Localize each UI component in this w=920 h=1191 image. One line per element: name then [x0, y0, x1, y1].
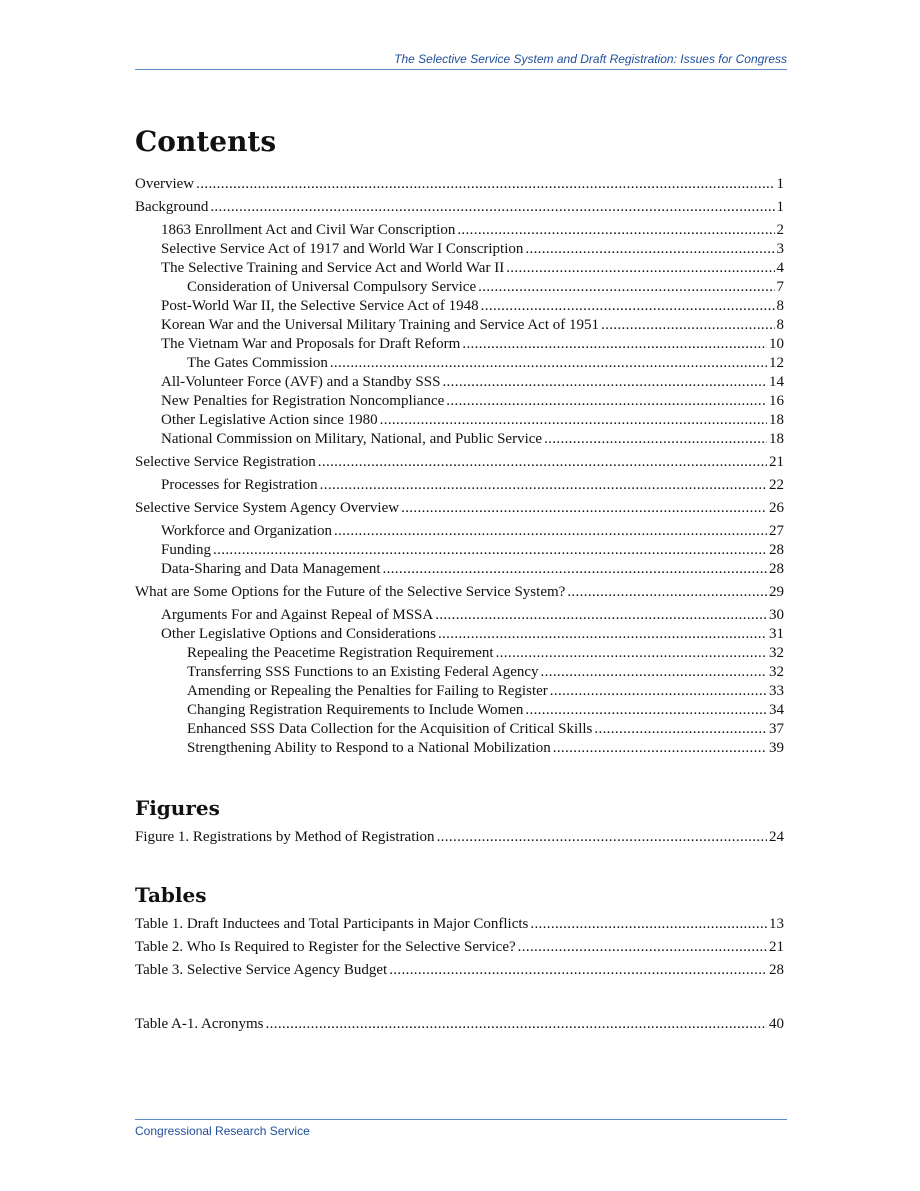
- toc-entry-page: 10: [769, 336, 784, 352]
- toc-entry[interactable]: [135, 720, 784, 739]
- toc-entry[interactable]: [135, 240, 784, 259]
- toc-entry-page: 28: [769, 561, 784, 577]
- toc-entry-label: Other Legislative Options and Considerations: [161, 626, 436, 642]
- toc-entry-page: 22: [769, 477, 784, 493]
- toc-entry[interactable]: [135, 663, 784, 682]
- toc-entry[interactable]: [135, 522, 784, 541]
- toc-entry-label: Transferring SSS Functions to an Existing Federal Agency: [187, 664, 539, 680]
- toc-entry[interactable]: [135, 961, 784, 980]
- toc-entry-page: 32: [769, 645, 784, 661]
- toc-entry[interactable]: [135, 316, 784, 335]
- toc-entry-page: 28: [769, 962, 784, 978]
- running-footer: [135, 1119, 787, 1138]
- toc-entry[interactable]: [135, 453, 784, 472]
- toc-entry[interactable]: [135, 739, 784, 758]
- toc-entry-label: The Vietnam War and Proposals for Draft Reform: [161, 336, 461, 352]
- toc-entry-label: Strengthening Ability to Respond to a National Mobilization: [187, 740, 551, 756]
- toc-entry[interactable]: [135, 682, 784, 701]
- toc-entry-page: 37: [769, 721, 784, 737]
- toc-entry-label: Overview: [135, 176, 195, 192]
- toc-entry-label: Other Legislative Action since 1980: [161, 412, 378, 428]
- toc-entry-page: 21: [769, 454, 784, 470]
- toc-entry-page: 40: [769, 1016, 784, 1032]
- toc-entry-label: Figure 1. Registrations by Method of Registration: [135, 829, 435, 845]
- figures-list: [135, 828, 784, 847]
- toc-entry-page: 34: [769, 702, 784, 718]
- toc-entry[interactable]: [135, 221, 784, 240]
- toc-entry-page: 31: [769, 626, 784, 642]
- toc-entry[interactable]: [135, 541, 784, 560]
- toc-entry-page: 39: [769, 740, 784, 756]
- toc-entry-page: 3: [776, 241, 784, 257]
- toc-entry[interactable]: [135, 373, 784, 392]
- toc-entry-label: Repealing the Peacetime Registration Requirement: [187, 645, 494, 661]
- toc-entry-label: National Commission on Military, National, and Public Service: [161, 431, 543, 447]
- tables-list: [135, 915, 784, 1034]
- toc-entry-page: 12: [769, 355, 784, 371]
- toc-entry[interactable]: [135, 297, 784, 316]
- toc-entry-label: Enhanced SSS Data Collection for the Acquisition of Critical Skills: [187, 721, 593, 737]
- table-of-contents: [135, 124, 784, 1034]
- toc-entry-label: Background: [135, 199, 209, 215]
- toc-entry-page: 32: [769, 664, 784, 680]
- toc-entry[interactable]: [135, 828, 784, 847]
- contents-title: Contents: [135, 125, 277, 158]
- toc-entry-label: Table A-1. Acronyms: [135, 1016, 264, 1032]
- toc-entry-page: 30: [769, 607, 784, 623]
- toc-entry-page: 1: [776, 199, 784, 215]
- toc-entry-page: 27: [769, 523, 784, 539]
- toc-entry-page: 28: [769, 542, 784, 558]
- toc-entry-label: Korean War and the Universal Military Training and Service Act of 1951: [161, 317, 600, 333]
- toc-entry[interactable]: [135, 625, 784, 644]
- toc-entry-label: Selective Service Registration: [135, 454, 316, 470]
- toc-entry-label: Selective Service Act of 1917 and World War I Conscription: [161, 241, 524, 257]
- toc-entry-page: 21: [769, 939, 784, 955]
- toc-entry-page: 2: [776, 222, 784, 238]
- toc-entry-page: 14: [769, 374, 784, 390]
- toc-entry-label: All-Volunteer Force (AVF) and a Standby SSS: [161, 374, 441, 390]
- toc-entry-label: Changing Registration Requirements to Include Women: [187, 702, 524, 718]
- footer-organization: Congressional Research Service: [135, 1124, 310, 1138]
- toc-entry-page: 18: [769, 412, 784, 428]
- toc-entry[interactable]: [135, 644, 784, 663]
- toc-entry-label: Selective Service System Agency Overview: [135, 500, 400, 516]
- toc-entry-label: Arguments For and Against Repeal of MSSA: [161, 607, 434, 623]
- tables-title: Tables: [135, 883, 207, 907]
- toc-entry-page: 24: [769, 829, 784, 845]
- toc-entry[interactable]: [135, 198, 784, 217]
- toc-entry[interactable]: [135, 701, 784, 720]
- toc-entry-page: 16: [769, 393, 784, 409]
- toc-entry[interactable]: [135, 606, 784, 625]
- toc-entry-label: The Selective Training and Service Act and World War II: [161, 260, 505, 276]
- toc-entry[interactable]: [135, 278, 784, 297]
- toc-entry-page: 18: [769, 431, 784, 447]
- toc-entry-label: What are Some Options for the Future of the Selective Service System?: [135, 584, 566, 600]
- toc-entry[interactable]: [135, 411, 784, 430]
- toc-entry-page: 29: [769, 584, 784, 600]
- running-header: The Selective Service System and Draft Registration: Issues for Congress: [135, 52, 787, 70]
- toc-entry[interactable]: [135, 175, 784, 194]
- toc-entry-page: 26: [769, 500, 784, 516]
- toc-entry-label: Post-World War II, the Selective Service Act of 1948: [161, 298, 479, 314]
- toc-entry[interactable]: [135, 259, 784, 278]
- toc-entry-page: 8: [776, 317, 784, 333]
- toc-entry[interactable]: [135, 430, 784, 449]
- toc-entry-page: 7: [776, 279, 784, 295]
- toc-entry-page: 1: [776, 176, 784, 192]
- toc-entry[interactable]: [135, 915, 784, 934]
- toc-entry[interactable]: [135, 499, 784, 518]
- toc-entry[interactable]: [135, 476, 784, 495]
- toc-entry[interactable]: [135, 392, 784, 411]
- toc-entry[interactable]: [135, 335, 784, 354]
- toc-entry-label: Workforce and Organization: [161, 523, 332, 539]
- toc-entry-label: 1863 Enrollment Act and Civil War Conscription: [161, 222, 456, 238]
- toc-entry-label: Funding: [161, 542, 212, 558]
- toc-entry[interactable]: [135, 560, 784, 579]
- toc-entry-page: 33: [769, 683, 784, 699]
- toc-entry-label: Table 1. Draft Inductees and Total Participants in Major Conflicts: [135, 916, 529, 932]
- toc-entry-label: Table 2. Who Is Required to Register for the Selective Service?: [135, 939, 516, 955]
- figures-title: Figures: [135, 796, 220, 820]
- toc-entry[interactable]: [135, 938, 784, 957]
- toc-entry[interactable]: [135, 583, 784, 602]
- toc-entry-label: Processes for Registration: [161, 477, 318, 493]
- toc-entry[interactable]: [135, 354, 784, 373]
- toc-entry-page: 8: [776, 298, 784, 314]
- toc-entry-label: Amending or Repealing the Penalties for Failing to Register: [187, 683, 548, 699]
- toc-entry-label: Table 3. Selective Service Agency Budget: [135, 962, 388, 978]
- toc-entry-label: New Penalties for Registration Noncompliance: [161, 393, 445, 409]
- toc-entry[interactable]: [135, 1015, 784, 1034]
- toc-entry-label: Data-Sharing and Data Management: [161, 561, 381, 577]
- contents-list: [135, 175, 784, 758]
- toc-entry-page: 4: [776, 260, 784, 276]
- toc-entry-label: Consideration of Universal Compulsory Service: [187, 279, 477, 295]
- toc-entry-page: 13: [769, 916, 784, 932]
- toc-entry-label: The Gates Commission: [187, 355, 328, 371]
